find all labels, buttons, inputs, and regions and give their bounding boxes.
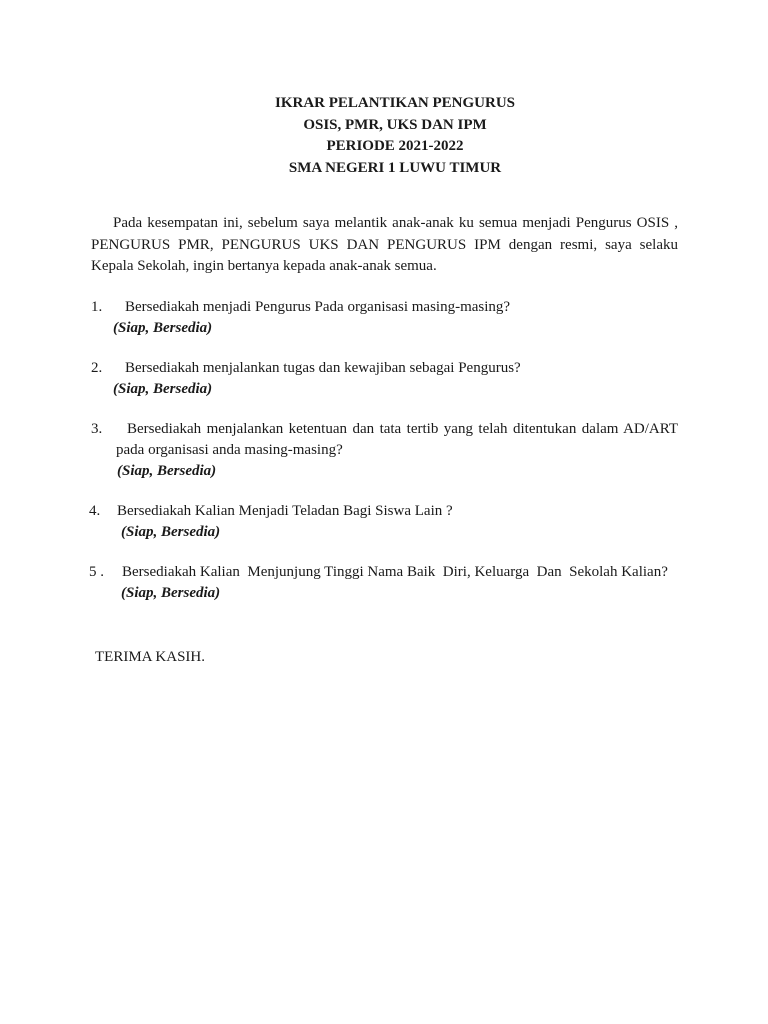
item-number: 4. bbox=[89, 503, 101, 519]
title-line: OSIS, PMR, UKS DAN IPM bbox=[303, 116, 487, 133]
answer-text: (Siap, Bersedia) bbox=[121, 524, 221, 540]
question-text: Bersediakah Kalian Menjunjung Tinggi Nama Baik Diri, Keluarga Dan Sekolah Kalian? bbox=[122, 564, 668, 580]
title-line: SMA NEGERI 1 LUWU TIMUR bbox=[288, 159, 502, 176]
list-item bbox=[89, 562, 668, 604]
question-line bbox=[91, 419, 678, 440]
answer-text: (Siap, Bersedia) bbox=[121, 585, 221, 601]
document-title bbox=[0, 93, 768, 179]
item-number: 2. bbox=[91, 360, 103, 376]
question-line bbox=[89, 562, 668, 583]
intro-paragraph: Pada kesempatan ini, sebelum saya melantik anak-anak ku semua menjadi Pengurus OSIS , PENGURUS PMR, PENGURUS UKS DAN PENGURUS IPM dengan resmi, saya selaku Kepala Sekolah, ingin bertanya kepada anak-anak semua. bbox=[91, 215, 678, 274]
question-continuation: pada organisasi anda masing-masing? bbox=[116, 442, 343, 458]
question-text: Bersediakah menjalankan ketentuan dan tata tertib yang telah ditentukan dalam AD/ART bbox=[127, 421, 678, 437]
question-line bbox=[89, 501, 453, 522]
item-number: 3. bbox=[91, 421, 103, 437]
question-text: Bersediakah Kalian Menjadi Teladan Bagi Siswa Lain ? bbox=[117, 503, 453, 519]
question-line bbox=[91, 297, 510, 318]
answer-text: (Siap, Bersedia) bbox=[113, 320, 213, 336]
question-line bbox=[91, 358, 521, 379]
list-item bbox=[89, 501, 453, 543]
answer-text: (Siap, Bersedia) bbox=[117, 463, 217, 479]
list-item bbox=[91, 358, 521, 400]
item-number: 5 . bbox=[89, 564, 104, 580]
question-text: Bersediakah menjalankan tugas dan kewajiban sebagai Pengurus? bbox=[125, 360, 521, 376]
question-text: Bersediakah menjadi Pengurus Pada organisasi masing-masing? bbox=[125, 299, 511, 315]
title-line: IKRAR PELANTIKAN PENGURUS bbox=[274, 95, 516, 111]
closing-text: TERIMA KASIH. bbox=[95, 649, 206, 665]
item-number: 1. bbox=[91, 299, 103, 315]
title-line: PERIODE 2021-2022 bbox=[326, 138, 464, 154]
answer-text: (Siap, Bersedia) bbox=[113, 381, 213, 397]
list-item bbox=[91, 297, 510, 339]
list-item bbox=[91, 419, 678, 482]
